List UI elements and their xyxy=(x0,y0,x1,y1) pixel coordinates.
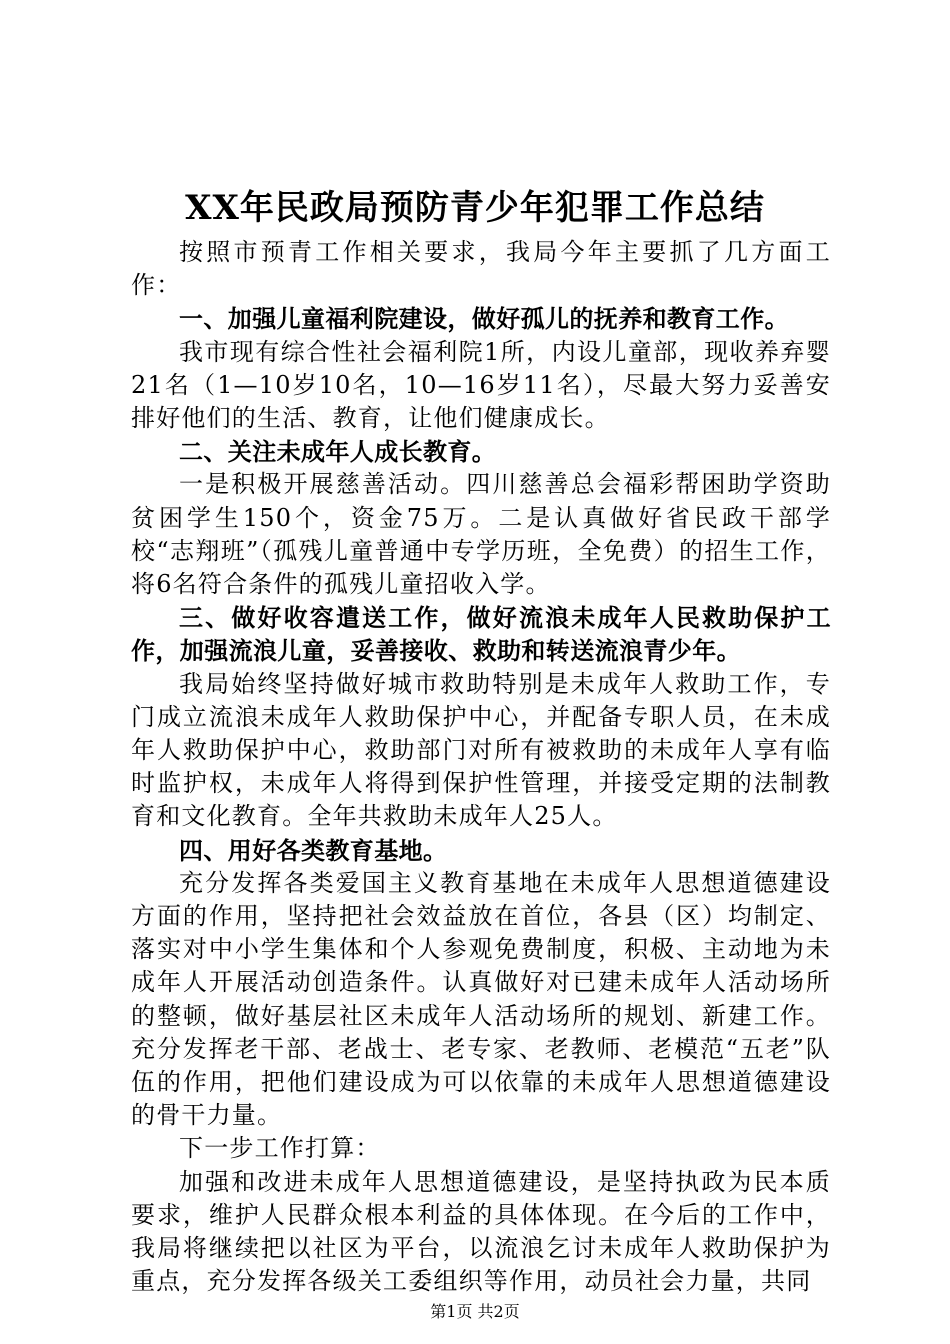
next-steps-label: 下一步工作打算： xyxy=(179,1134,381,1163)
section-heading-1: 一、加强儿童福利院建设，做好孤儿的抚养和教育工作。 xyxy=(179,304,789,334)
intro-paragraph: 按照市预青工作相关要求，我局今年主要抓了几方面工作： xyxy=(131,238,831,300)
section-paragraph-1: 我市现有综合性社会福利院1所，内设儿童部，现收养弃婴21名（1—10岁10名，10—16岁11名），尽最大努力妥善安排好他们的生活、教育，让他们健康成长。 xyxy=(131,337,831,433)
section-paragraph-2: 一是积极开展慈善活动。四川慈善总会福彩帮困助学资助贫困学生150个，资金75万。二是认真做好省民政干部学校“志翔班”（孤残儿童普通中专学历班，全免费）的招生工作，将6名符合条件的孤残儿童招收入学。 xyxy=(131,470,831,599)
document-body xyxy=(131,236,831,1299)
document-title: XX年民政局预防青少年犯罪工作总结 xyxy=(185,188,765,228)
section-paragraph-3: 我局始终坚持做好城市救助特别是未成年人救助工作，专门成立流浪未成年人救助保护中心，并配备专职人员，在未成年人救助保护中心，救助部门对所有被救助的未成年人享有临时监护权，未成年人将得到保护性管理，并接受定期的法制教育和文化教育。全年共救助未成年人25人。 xyxy=(131,669,831,831)
section-paragraph-4: 充分发挥各类爱国主义教育基地在未成年人思想道德建设方面的作用，坚持把社会效益放在首位，各县（区）均制定、落实对中小学生集体和个人参观免费制度，积极、主动地为未成年人开展活动创造条件。认真做好对已建未成年人活动场所的整顿，做好基层社区未成年人活动场所的规划、新建工作。充分发挥老干部、老战士、老专家、老教师、老模范“五老”队伍的作用，把他们建设成为可以依靠的未成年人思想道德建设的骨干力量。 xyxy=(131,868,831,1130)
page-number-footer: 第1页 共2页 xyxy=(430,1302,520,1321)
section-heading-4: 四、用好各类教育基地。 xyxy=(179,835,448,865)
section-heading-3: 三、做好收容遣送工作，做好流浪未成年人民救助保护工作，加强流浪儿童，妥善接收、救助和转送流浪青少年。 xyxy=(131,603,831,666)
next-steps-paragraph: 加强和改进未成年人思想道德建设，是坚持执政为民本质要求，维护人民群众根本利益的具体体现。在今后的工作中，我局将继续把以社区为平台，以流浪乞讨未成年人救助保护为重点，充分发挥各级关工委组织等作用，动员社会力量，共同 xyxy=(131,1167,831,1296)
section-heading-2: 二、关注未成年人成长教育。 xyxy=(179,437,497,467)
